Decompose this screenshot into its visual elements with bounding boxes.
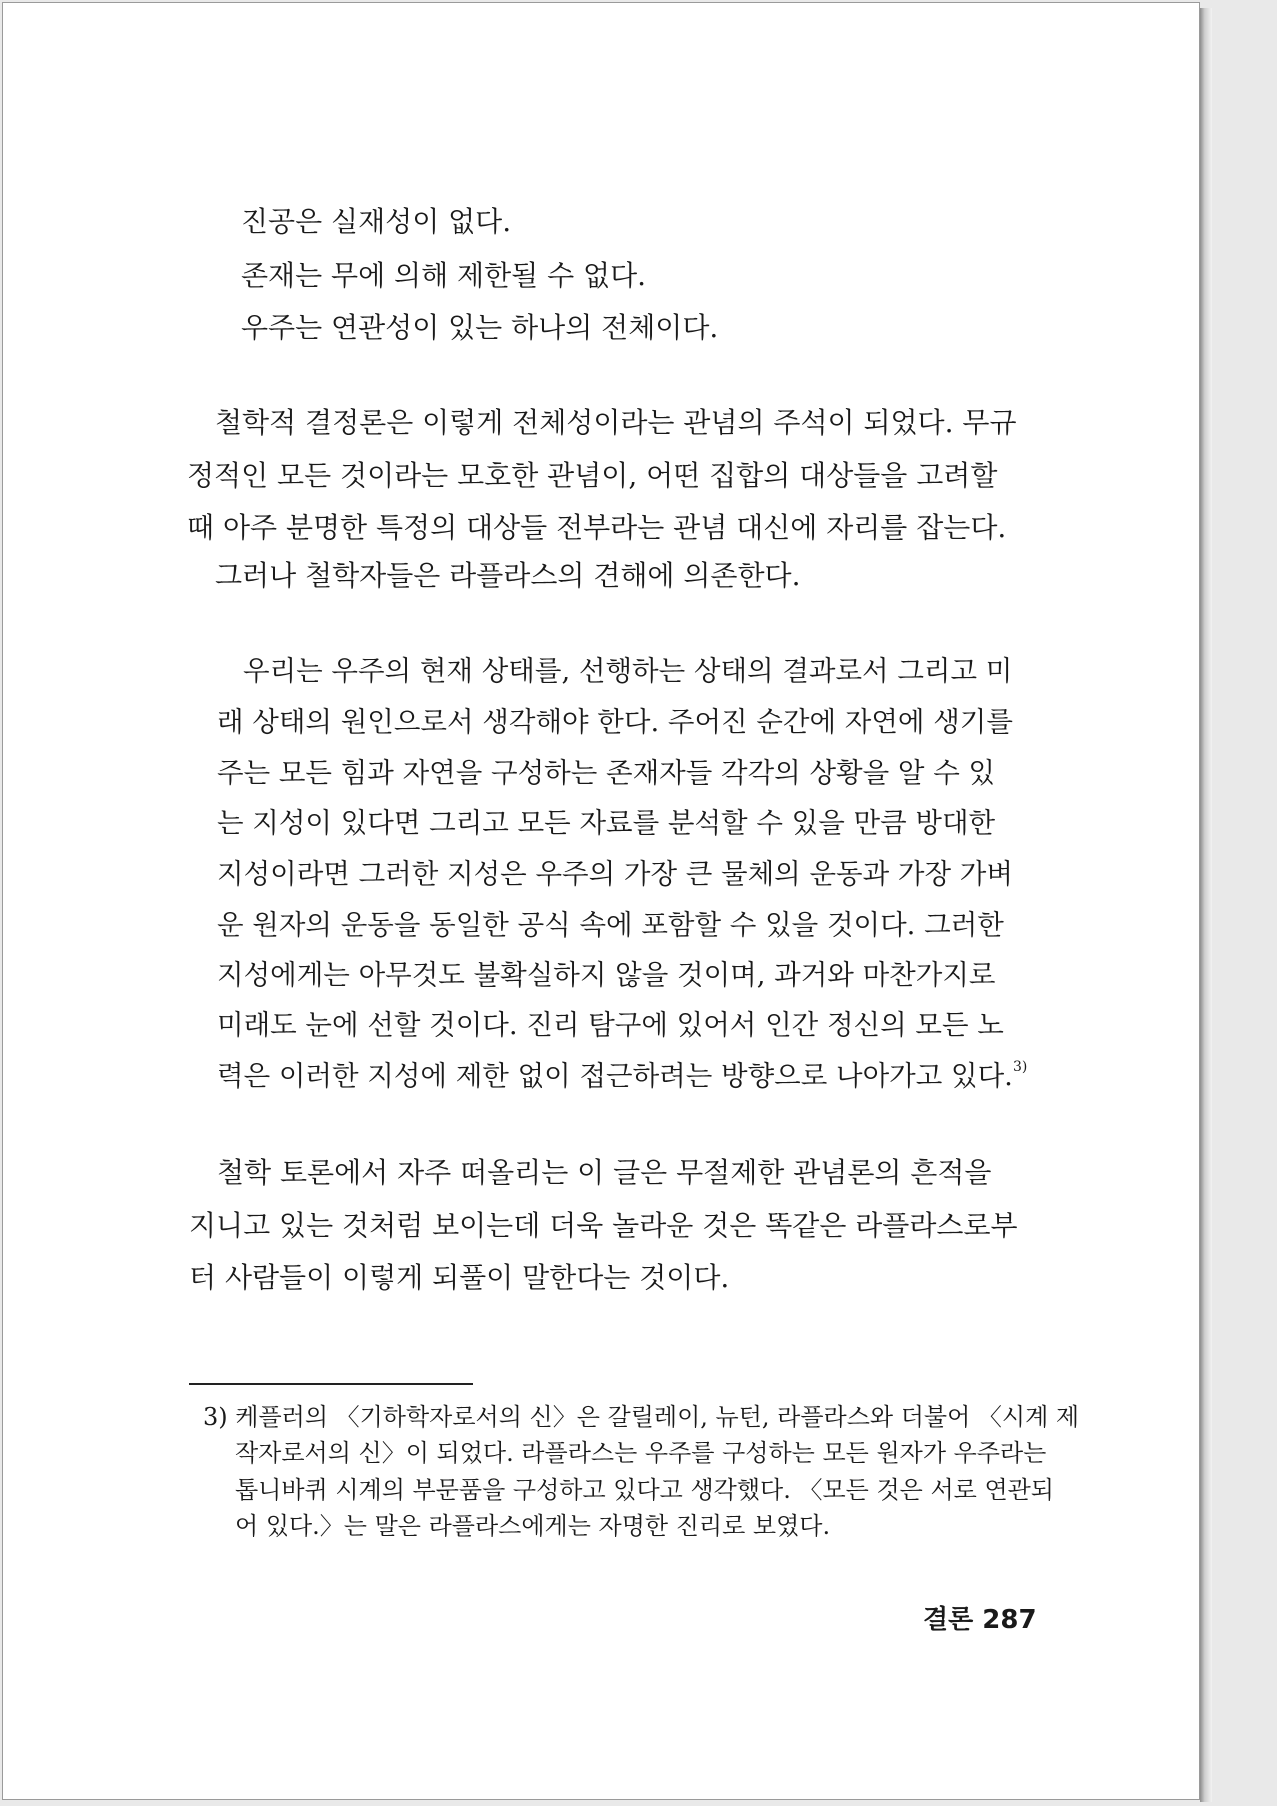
- book-page: [2, 2, 1200, 1800]
- footnote-line: 작자로서의 신〉이 되었다. 라플라스는 우주를 구성하는 모든 원자가 우주라는: [235, 1439, 1047, 1467]
- paragraph-line: 정적인 모든 것이라는 모호한 관념이, 어떤 집합의 대상들을 고려할: [187, 459, 998, 492]
- paragraph-line: 철학 토론에서 자주 떠올리는 이 글은 무절제한 관념론의 흔적을: [217, 1156, 992, 1189]
- paragraph-line: 때 아주 분명한 특정의 대상들 전부라는 관념 대신에 자리를 잡는다.: [187, 511, 1007, 544]
- quote-line: 래 상태의 원인으로서 생각해야 한다. 주어진 순간에 자연에 생기를: [217, 706, 1013, 738]
- quote-line: 지성에게는 아무것도 불확실하지 않을 것이며, 과거와 마찬가지로: [217, 959, 996, 991]
- footnote-line: 3) 케플러의 〈기하학자로서의 신〉은 갈릴레이, 뉴턴, 라플라스와 더불어 〈시계 제: [203, 1403, 1080, 1431]
- footnote-line: 톱니바퀴 시계의 부문품을 구성하고 있다고 생각했다. 〈모든 것은 서로 연관되: [235, 1476, 1054, 1504]
- paragraph-line: 터 사람들이 이렇게 되풀이 말한다는 것이다.: [189, 1261, 730, 1294]
- verse-line: 존재는 무에 의해 제한될 수 없다.: [241, 259, 647, 292]
- footnote-separator: [189, 1383, 473, 1385]
- quote-line: 지성이라면 그러한 지성은 우주의 가장 큰 물체의 운동과 가장 가벼: [217, 858, 1013, 890]
- verse-line: 진공은 실재성이 없다.: [241, 205, 512, 238]
- footnote-line: 어 있다.〉는 말은 라플라스에게는 자명한 진리로 보였다.: [235, 1512, 831, 1540]
- quote-line-text: 력은 이러한 지성에 제한 없이 접근하려는 방향으로 나아가고 있다.: [217, 1060, 1013, 1092]
- quote-line: 운 원자의 운동을 동일한 공식 속에 포함할 수 있을 것이다. 그러한: [217, 909, 1004, 941]
- paragraph-line: 철학적 결정론은 이렇게 전체성이라는 관념의 주석이 되었다. 무규: [215, 406, 1017, 439]
- quote-line: 주는 모든 힘과 자연을 구성하는 존재자들 각각의 상황을 알 수 있: [217, 757, 996, 789]
- page-edge: [1200, 8, 1212, 1802]
- paragraph-line: 지니고 있는 것처럼 보이는데 더욱 놀라운 것은 똑같은 라플라스로부: [189, 1209, 1018, 1242]
- quote-line: 미래도 눈에 선할 것이다. 진리 탐구에 있어서 인간 정신의 모든 노: [217, 1009, 1004, 1041]
- verse-line: 우주는 연관성이 있는 하나의 전체이다.: [241, 311, 719, 344]
- quote-line: 는 지성이 있다면 그리고 모든 자료를 분석할 수 있을 만큼 방대한: [217, 807, 996, 839]
- paragraph-line: 그러나 철학자들은 라플라스의 견해에 의존한다.: [215, 559, 801, 592]
- quote-line: [217, 1056, 1027, 1096]
- page-number: 결론 287: [923, 1605, 1037, 1635]
- quote-line: 우리는 우주의 현재 상태를, 선행하는 상태의 결과로서 그리고 미: [243, 655, 1013, 687]
- footnote-reference: 3): [1012, 1059, 1028, 1075]
